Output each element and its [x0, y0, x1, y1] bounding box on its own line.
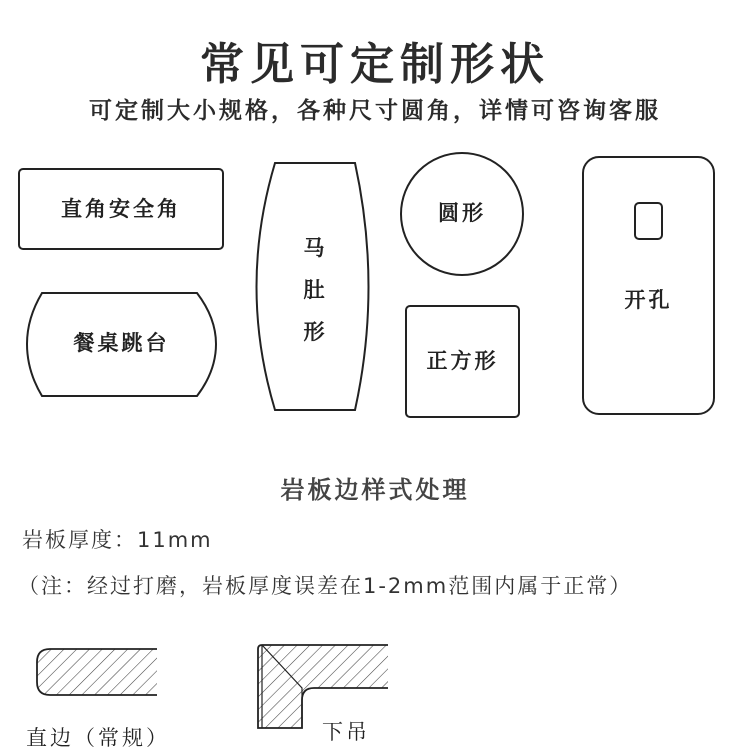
- straight-edge-profile: [37, 649, 157, 695]
- tolerance-note: （注：经过打磨，岩板厚度误差在1-2mm范围内属于正常）: [18, 574, 633, 598]
- straight-edge-label: 直边（常规）: [26, 726, 170, 750]
- square-label: 正方形: [426, 349, 499, 373]
- circle-label: 圆形: [438, 201, 486, 225]
- hole-label: 开孔: [624, 288, 673, 312]
- horse-belly-char-3: 形: [303, 320, 325, 344]
- page-title: 常见可定制形状: [200, 39, 550, 90]
- dining-table-label: 餐桌跳台: [73, 331, 170, 355]
- page-subtitle: 可定制大小规格，各种尺寸圆角，详情可咨询客服: [89, 98, 661, 124]
- horse-belly-char-1: 马: [303, 236, 325, 260]
- drop-edge-label: 下吊: [322, 720, 370, 744]
- horse-belly-label: [299, 227, 329, 353]
- horse-belly-char-2: 肚: [303, 278, 325, 302]
- edge-section-title: 岩板边样式处理: [280, 476, 470, 504]
- hole-shape: [635, 203, 662, 239]
- hole-plate-shape: [583, 157, 714, 414]
- right-angle-label: 直角安全角: [61, 197, 181, 221]
- thickness-text: 岩板厚度：11mm: [22, 528, 213, 552]
